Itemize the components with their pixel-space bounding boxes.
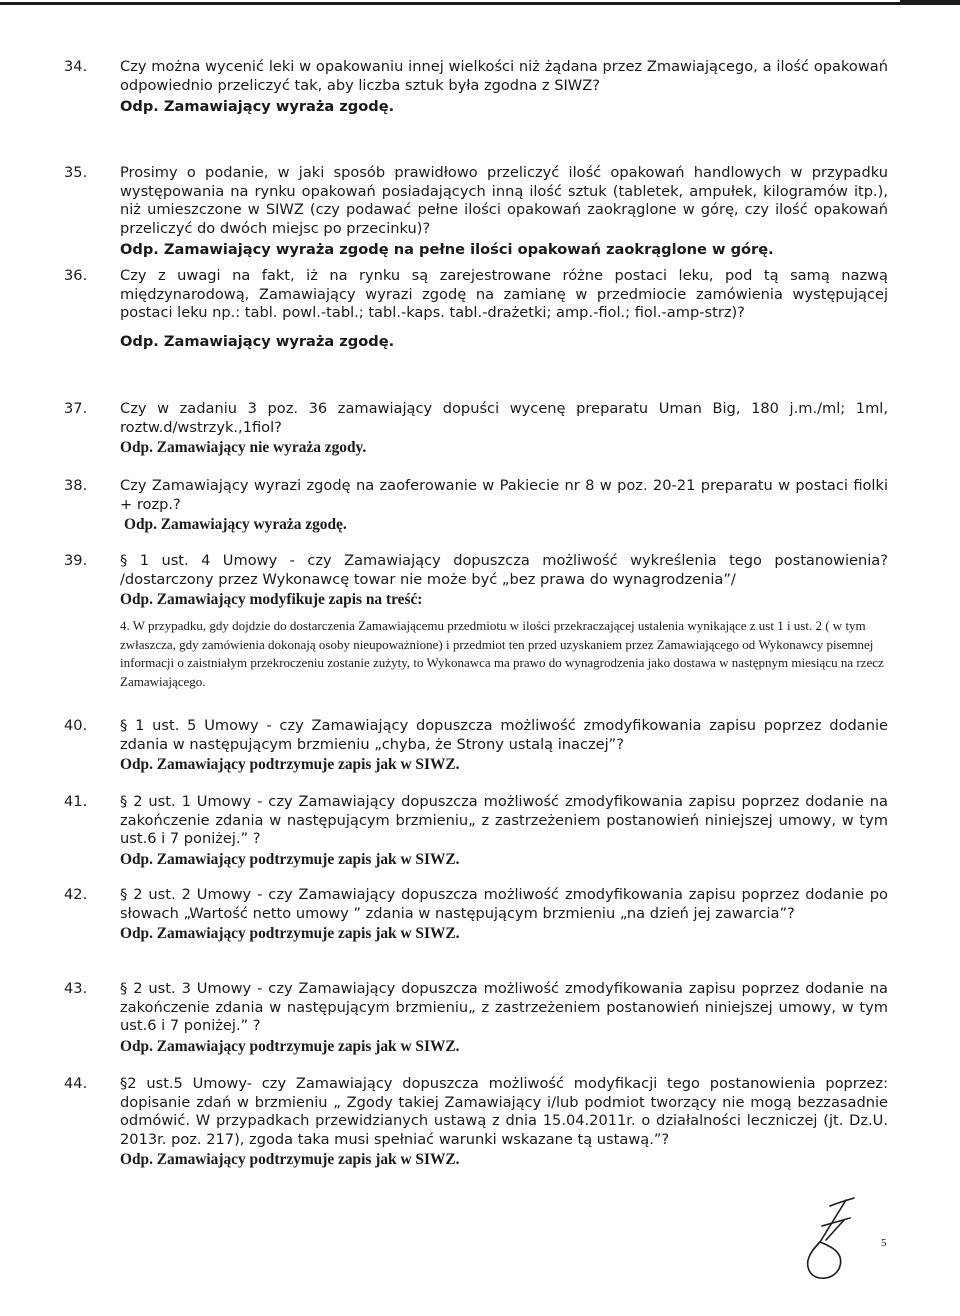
answer: Odp. Zamawiający wyraża zgodę. (120, 332, 395, 350)
question-42 (64, 886, 888, 944)
question-text: 35. Prosimy o podanie, w jaki sposób prawidłowo przeliczyć ilość opakowań handlowych w przypadku występowania na rynku opakowań posiadających inną ilość sztuk (tabletek, ampułek, kilogramów itp.), niż umieszczone w SIWZ (czy podawać pełne ilości opakowań zaokrąglone w górę, czy ilość opakowań przeliczyć do dwóch miejsc po przecinku)? (64, 164, 888, 237)
question-41 (64, 793, 888, 869)
question-38 (64, 477, 888, 535)
page-number: 5 (881, 1237, 887, 1249)
top-right-mark (900, 0, 960, 3)
question-number: 41. (64, 793, 88, 810)
question-number: 34. (64, 58, 88, 75)
answer: Odp. Zamawiający podtrzymuje zapis jak w SIWZ. (120, 756, 460, 774)
modified-clause-quote: 4. W przypadku, gdy dojdzie do dostarczenia Zamawiającemu przedmiotu w ilości przekraczającej ustalenia wynikające z ust 1 i ust. 2 ( w tym zwłaszcza, gdy zamówienia dokonają osoby nieupoważnione) i przedmiot ten przed uzyskaniem przez Zamawiającego od Wykonawcy pisemnej informacji o zaistniałym przekroczeniu zostanie zużyty, to Wykonawca ma prawo do wynagrodzenia jako dostawa w następnym miesiącu na rzecz Zamawiającego. (120, 618, 884, 689)
question-text: 40. § 1 ust. 5 Umowy - czy Zamawiający dopuszcza możliwość zmodyfikowania zapisu poprzez dodanie zdania w następującym brzmieniu „chyba, że Strony ustalą inaczej”? (64, 717, 888, 753)
question-36 (64, 267, 888, 351)
question-number: 38. (64, 477, 88, 494)
question-39 (64, 552, 888, 610)
question-number: 36. (64, 267, 88, 284)
answer: Odp. Zamawiający nie wyraża zgody. (120, 439, 367, 457)
answer: Odp. Zamawiający podtrzymuje zapis jak w SIWZ. (120, 925, 460, 943)
question-number: 37. (64, 400, 88, 417)
question-text: 37. Czy w zadaniu 3 poz. 36 zamawiający dopuści wycenę preparatu Uman Big, 180 j.m./ml; 1ml, roztw.d/wstrzyk.,1fiol? (64, 400, 888, 436)
answer: Odp. Zamawiający wyraża zgodę. (124, 516, 347, 534)
question-text: 36. Czy z uwagi na fakt, iż na rynku są zarejestrowane różne postaci leku, pod tą samą nazwą międzynarodową, Zamawiający wyrazi zgodę na zamianę w przedmiocie zamówienia występującej postaci leku np.: tabl. powl.-tabl.; tabl.-kaps. tabl.-drażetki; amp.-fiol.; fiol.-amp-strz)? (64, 267, 888, 322)
top-border-line (0, 2, 960, 5)
question-text: 34. Czy można wycenić leki w opakowaniu innej wielkości niż żądana przez Zmawiającego, a ilość opakowań odpowiednio przeliczyć tak, aby liczba sztuk była zgodna z SIWZ? (64, 58, 888, 94)
question-text: 42. § 2 ust. 2 Umowy - czy Zamawiający dopuszcza możliwość zmodyfikowania zapisu poprzez dodanie po słowach „Wartość netto umowy ” zdania w następującym brzmieniu „na dzień jej zawarcia”? (64, 886, 888, 922)
question-44 (64, 1075, 888, 1170)
answer: Odp. Zamawiający wyraża zgodę. (120, 98, 395, 116)
question-37 (64, 400, 888, 458)
answer: Odp. Zamawiający podtrzymuje zapis jak w SIWZ. (120, 1151, 460, 1169)
question-text: 43. § 2 ust. 3 Umowy - czy Zamawiający dopuszcza możliwość zmodyfikowania zapisu poprzez dodanie na zakończenie zdania w następującym brzmieniu„ z zastrzeżeniem postanowień niniejszej umowy, w tym ust.6 i 7 poniżej.” ? (64, 980, 888, 1035)
question-text: 41. § 2 ust. 1 Umowy - czy Zamawiający dopuszcza możliwość zmodyfikowania zapisu poprzez dodanie na zakończenie zdania w następującym brzmieniu„ z zastrzeżeniem postanowień niniejszej umowy, w tym ust.6 i 7 poniżej.” ? (64, 793, 888, 848)
question-text: 39. § 1 ust. 4 Umowy - czy Zamawiający dopuszcza możliwość wykreślenia tego postanowienia? /dostarczony przez Wykonawcę towar nie może być „bez prawa do wynagrodzenia”/ (64, 552, 888, 588)
question-40 (64, 717, 888, 775)
question-text: 44. §2 ust.5 Umowy- czy Zamawiający dopuszcza możliwość modyfikacji tego postanowienia poprzez: dopisanie zdań w brzmieniu „ Zgody takiej Zamawiający i/lub podmiot tworzący nie mogą bezzasadnie odmówić. W przypadkach przewidzianych ustawą z dnia 15.04.2011r. o działalności leczniczej (jt. Dz.U. 2013r. poz. 217), zgoda taka musi spełniać warunki wskazane tą ustawą.”? (64, 1075, 888, 1148)
answer: Odp. Zamawiający podtrzymuje zapis jak w SIWZ. (120, 850, 460, 868)
question-number: 44. (64, 1075, 88, 1092)
question-number: 35. (64, 164, 88, 181)
question-number: 39. (64, 552, 88, 569)
question-number: 43. (64, 980, 88, 997)
answer: Odp. Zamawiający podtrzymuje zapis jak w SIWZ. (120, 1037, 460, 1055)
question-number: 40. (64, 717, 88, 734)
question-number: 42. (64, 886, 88, 903)
question-35 (64, 164, 888, 260)
question-43 (64, 980, 888, 1056)
handwritten-signature-icon (796, 1196, 866, 1282)
answer: Odp. Zamawiający modyfikuje zapis na treść: (120, 591, 423, 609)
answer: Odp. Zamawiający wyraża zgodę na pełne ilości opakowań zaokrąglone w górę. (120, 241, 774, 259)
question-text: 38. Czy Zamawiający wyrazi zgodę na zaoferowanie w Pakiecie nr 8 w poz. 20-21 preparatu w postaci fiolki + rozp.? (64, 477, 888, 513)
question-34 (64, 58, 888, 117)
